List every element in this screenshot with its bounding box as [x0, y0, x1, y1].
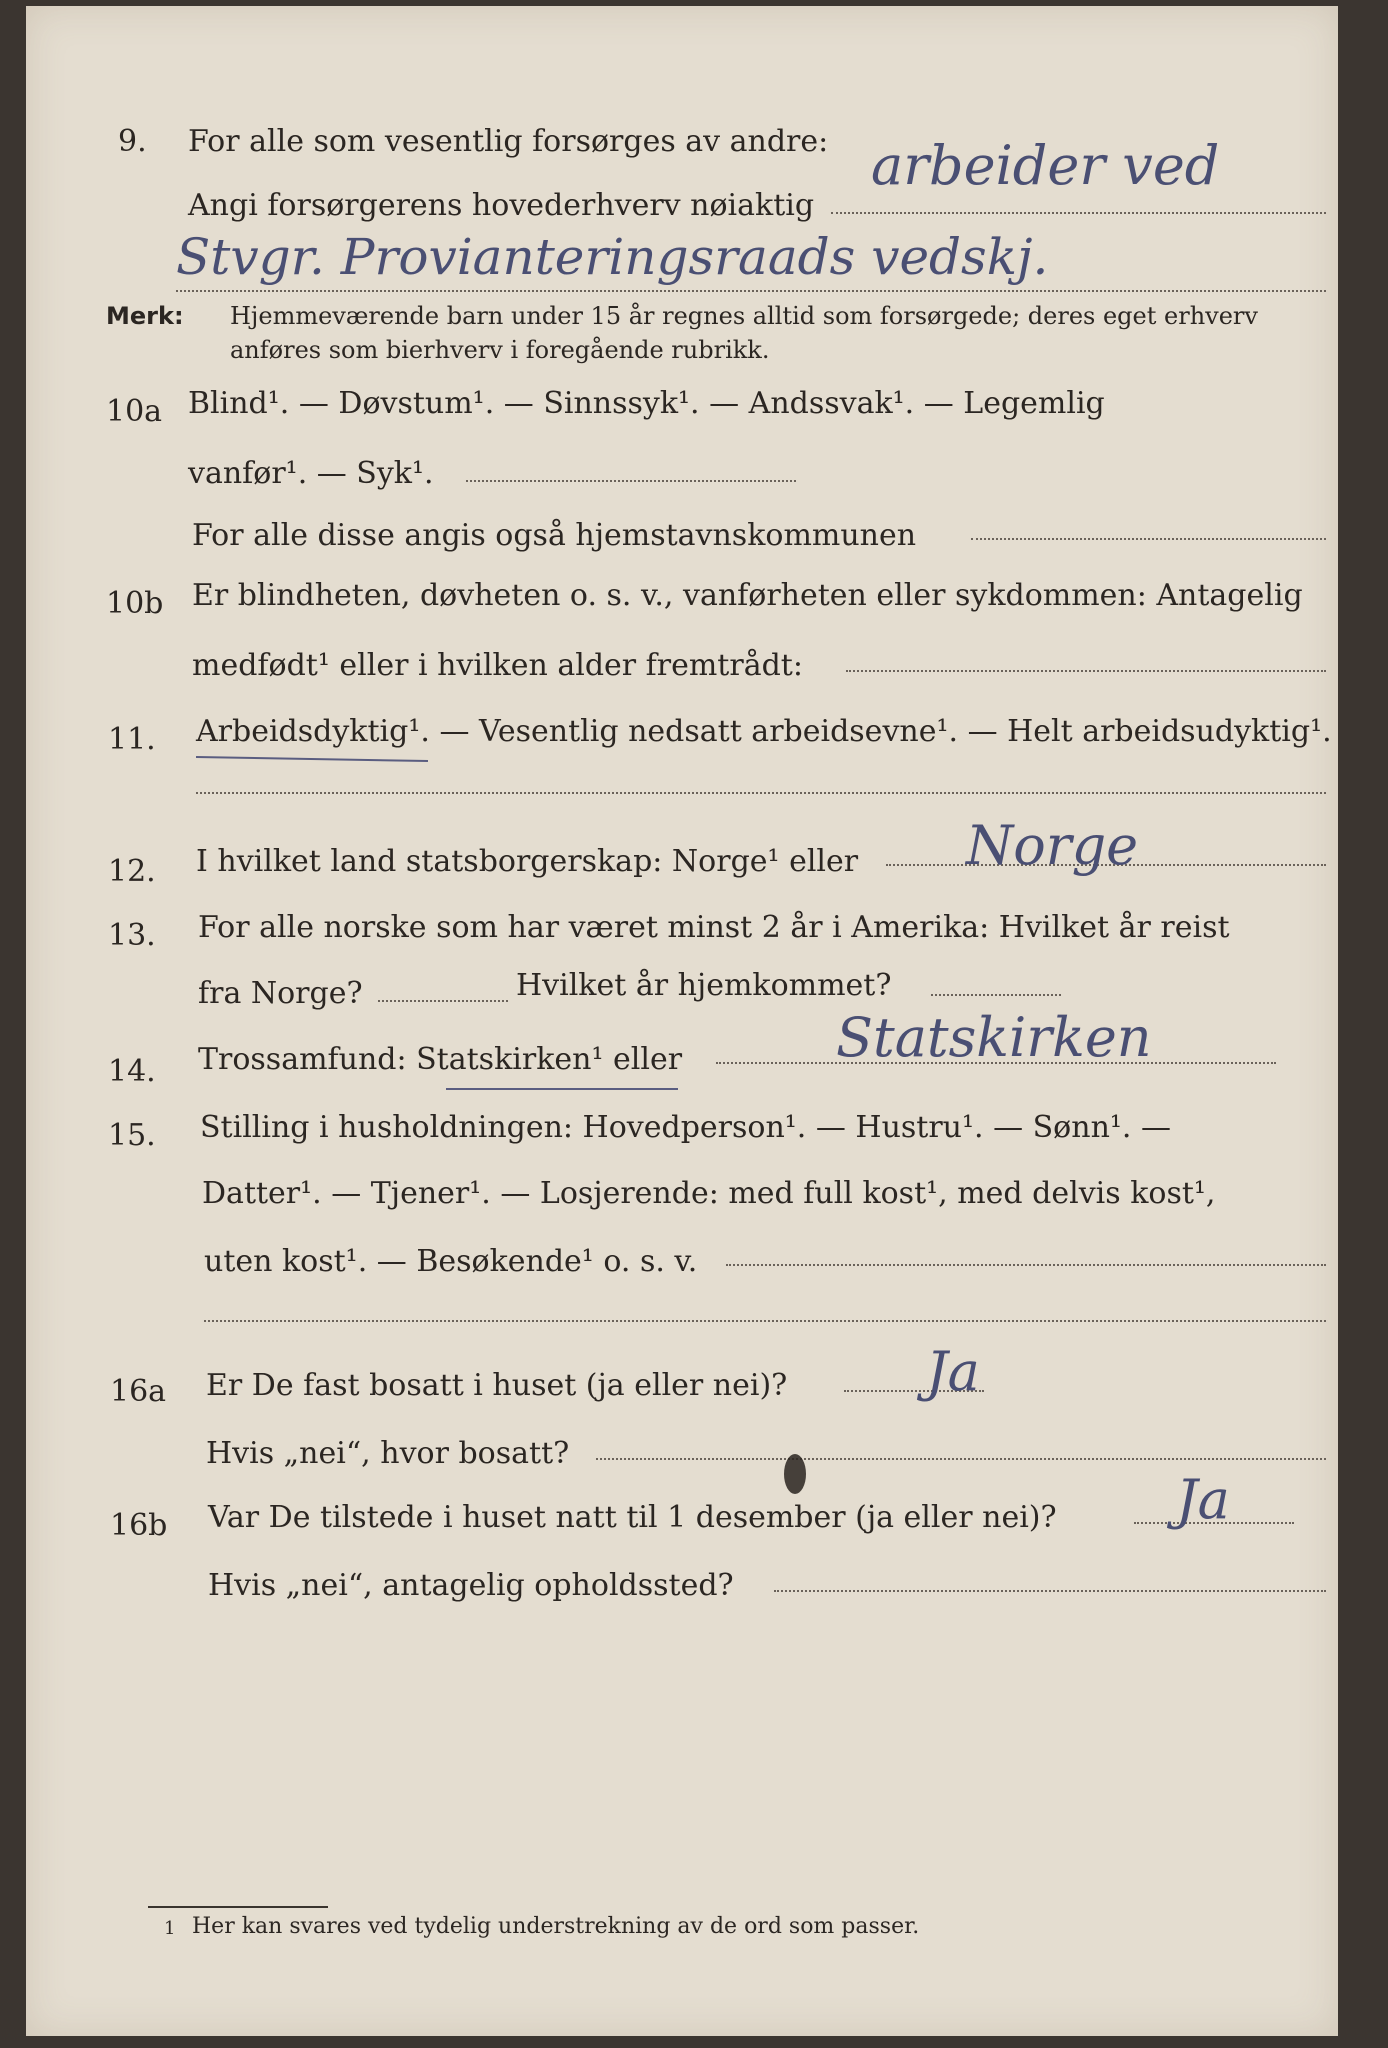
q16a-line1: Er De fast bosatt i huset (ja eller nei)? [206, 1368, 788, 1403]
q14-answer: Statskirken [836, 1006, 1152, 1069]
q13-hjemkommet-line [931, 994, 1061, 996]
q16a-answer: Ja [926, 1340, 980, 1403]
q16a-line2: Hvis „nei“, hvor bosatt? [206, 1436, 570, 1471]
q10a-line1: Blind¹. — Døvstum¹. — Sinnssyk¹. — Andssvak¹. — Legemlig [188, 386, 1105, 421]
q15-line3: uten kost¹. — Besøkende¹ o. s. v. [204, 1244, 698, 1279]
q13-line2b: Hvilket år hjemkommet? [516, 968, 892, 1003]
q10b-number: 10b [106, 586, 164, 621]
q9-line1: For alle som vesentlig forsørges av andre: [188, 124, 829, 159]
q14-line1: Trossamfund: Statskirken¹ eller [198, 1042, 683, 1077]
merk-label: Merk: [106, 302, 184, 330]
footnote-rule [148, 1906, 328, 1908]
q9-line2: Angi forsørgerens hovederhverv nøiaktig [188, 188, 815, 223]
q9-number: 9. [118, 124, 147, 159]
q9-answer1: arbeider ved [871, 134, 1220, 197]
q9-answer-line1 [831, 212, 1326, 214]
q11-underline-arbeidsdyktig [196, 756, 428, 762]
q10b-line2: medfødt¹ eller i hvilken alder fremtrådt: [192, 648, 803, 683]
q11-number: 11. [108, 722, 156, 757]
q14-number: 14. [108, 1054, 156, 1089]
q15-line1: Stilling i husholdningen: Hovedperson¹. — Hustru¹. — Sønn¹. — [200, 1110, 1171, 1145]
q16b-line2: Hvis „nei“, antagelig opholdssted? [208, 1568, 734, 1603]
q11-line1: Arbeidsdyktig¹. — Vesentlig nedsatt arbeidsevne¹. — Helt arbeidsudyktig¹. [196, 714, 1332, 749]
form-page [26, 6, 1338, 2036]
q15-answer-line [726, 1264, 1326, 1266]
q9-answer-line2 [176, 290, 1326, 292]
q13-line1: For alle norske som har været minst 2 år i Amerika: Hvilket år reist [198, 910, 1230, 945]
q12-answer: Norge [966, 814, 1139, 877]
q10a-answer-line [466, 480, 796, 482]
q12-number: 12. [108, 854, 156, 889]
q10b-answer-line [846, 670, 1326, 672]
ink-blot [784, 1454, 806, 1494]
q13-number: 13. [108, 918, 156, 953]
footnote-mark: 1 [164, 1918, 176, 1939]
q13-reist-line [378, 1000, 508, 1002]
q16a-bosatt-line [596, 1458, 1326, 1460]
q10a-number: 10a [106, 394, 163, 429]
q10a-hjemstavn-line [971, 538, 1326, 540]
q16b-opholdssted-line [774, 1590, 1326, 1592]
q15-answer-line2 [204, 1320, 1326, 1322]
merk-line2: anføres som bierhverv i foregående rubrikk. [230, 336, 770, 364]
q13-line2a: fra Norge? [198, 976, 363, 1011]
q16a-number: 16a [110, 1374, 167, 1409]
q10b-line1: Er blindheten, døvheten o. s. v., vanførheten eller sykdommen: Antagelig [192, 578, 1303, 613]
q9-answer2: Stvgr. Provianteringsraads vedskj. [176, 228, 1049, 286]
footnote-text: Her kan svares ved tydelig understrekning av de ord som passer. [192, 1914, 920, 1939]
q16b-answer: Ja [1176, 1468, 1230, 1531]
q16b-line1: Var De tilstede i huset natt til 1 desember (ja eller nei)? [208, 1500, 1057, 1535]
q10a-line3: For alle disse angis også hjemstavnskommunen [192, 518, 917, 553]
q15-number: 15. [108, 1118, 156, 1153]
q11-answer-line [196, 792, 1326, 794]
q14-underline-statskirken [446, 1088, 678, 1090]
merk-line1: Hjemmeværende barn under 15 år regnes alltid som forsørgede; deres eget erhverv [230, 302, 1258, 330]
q10a-line2: vanfør¹. — Syk¹. [188, 456, 434, 491]
q15-line2: Datter¹. — Tjener¹. — Losjerende: med full kost¹, med delvis kost¹, [202, 1176, 1216, 1211]
q12-line1: I hvilket land statsborgerskap: Norge¹ eller [196, 844, 859, 879]
q16b-number: 16b [110, 1508, 168, 1543]
